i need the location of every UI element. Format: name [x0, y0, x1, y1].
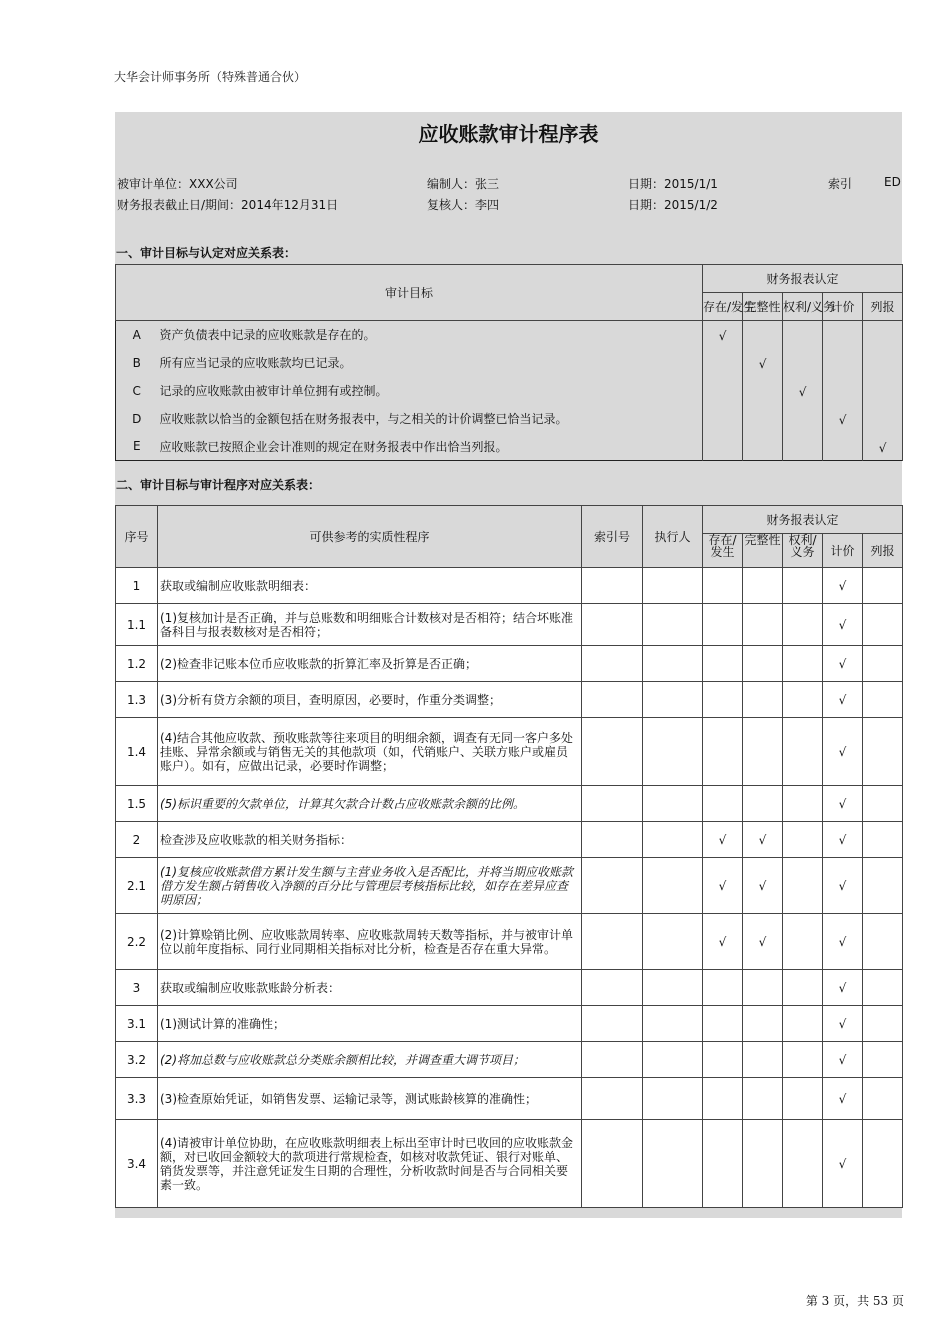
procedure-check: [863, 646, 903, 682]
procedure-check: [863, 970, 903, 1006]
procedure-check: [703, 568, 743, 604]
procedure-check: √: [703, 914, 743, 970]
procedure-index-cell[interactable]: [582, 1120, 643, 1208]
procedure-no: 2.1: [116, 858, 158, 914]
procedure-check: √: [823, 718, 863, 786]
procedure-check: [743, 718, 783, 786]
col-executor-header: 执行人: [643, 506, 703, 568]
procedure-no: 3: [116, 970, 158, 1006]
procedure-executor-cell[interactable]: [643, 718, 703, 786]
procedure-executor-cell[interactable]: [643, 858, 703, 914]
procedure-check: [703, 1006, 743, 1042]
procedure-executor-cell[interactable]: [643, 682, 703, 718]
procedure-no: 1.3: [116, 682, 158, 718]
procedure-executor-cell[interactable]: [643, 786, 703, 822]
assert-header-2: 财务报表认定: [703, 506, 903, 534]
assert-header: 财务报表认定: [703, 265, 903, 293]
procedure-check: [703, 970, 743, 1006]
procedure-check: √: [823, 1078, 863, 1120]
objective-check: [863, 321, 903, 349]
assert-col-rights: 权利/义务: [783, 293, 823, 321]
objective-id: E: [132, 439, 141, 454]
procedure-no: 1: [116, 568, 158, 604]
procedure-check: √: [823, 858, 863, 914]
procedure-check: √: [823, 1120, 863, 1208]
procedure-index-cell[interactable]: [582, 822, 643, 858]
procedure-check: √: [823, 646, 863, 682]
procedure-executor-cell[interactable]: [643, 822, 703, 858]
objective-check: [823, 349, 863, 377]
procedure-index-cell[interactable]: [582, 568, 643, 604]
procedure-check: [703, 682, 743, 718]
objective-check: [783, 349, 823, 377]
objective-check: [703, 349, 743, 377]
procedure-text: (4)结合其他应收款、预收账款等往来项目的明细余额，调查有无同一客户多处挂账、异常余额或与销售无关的其他款项（如，代销账户、关联方账户或雇员账户）。如有，应做出记录，必要时作调整；: [158, 718, 582, 786]
procedure-check: [863, 568, 903, 604]
procedure-check: √: [703, 858, 743, 914]
procedure-check: [783, 970, 823, 1006]
procedure-executor-cell[interactable]: [643, 1078, 703, 1120]
procedure-no: 1.1: [116, 604, 158, 646]
col-no-header: 序号: [116, 506, 158, 568]
procedure-row: [116, 970, 903, 1006]
procedure-row: [116, 1120, 903, 1208]
objective-check: [783, 321, 823, 349]
procedure-check: √: [823, 1042, 863, 1078]
assert2-col-exist: 存在/发生: [703, 534, 743, 568]
objective-row: [116, 349, 903, 377]
procedure-index-cell[interactable]: [582, 1078, 643, 1120]
objective-check: [703, 433, 743, 461]
procedure-check: [783, 786, 823, 822]
objective-check: [743, 321, 783, 349]
objective-check: [823, 433, 863, 461]
procedure-index-cell[interactable]: [582, 786, 643, 822]
prepare-date: 日期：2015/1/1: [628, 177, 718, 191]
procedure-text: (1)复核加计是否正确，并与总账数和明细账合计数核对是否相符；结合坏账准备科目与报表数核对是否相符；: [158, 604, 582, 646]
procedure-index-cell[interactable]: [582, 1006, 643, 1042]
procedure-check: [863, 604, 903, 646]
objective-id: C: [132, 383, 141, 398]
procedure-executor-cell[interactable]: [643, 646, 703, 682]
procedure-check: [783, 682, 823, 718]
firm-name: 大华会计师事务所（特殊普通合伙）: [114, 70, 307, 84]
procedure-text: (1)复核应收账款借方累计发生额与主营业务收入是否配比，并将当期应收账款借方发生额占销售收入净额的百分比与管理层考核指标比较，如存在差异应查明原因；: [158, 858, 582, 914]
procedure-index-cell[interactable]: [582, 682, 643, 718]
procedure-check: [743, 1078, 783, 1120]
procedure-executor-cell[interactable]: [643, 604, 703, 646]
procedure-check: [783, 822, 823, 858]
procedure-text: (1)测试计算的准确性；: [158, 1006, 582, 1042]
reviewer: 复核人：李四: [427, 198, 500, 212]
procedure-no: 3.1: [116, 1006, 158, 1042]
procedure-check: [863, 682, 903, 718]
procedure-executor-cell[interactable]: [643, 914, 703, 970]
preparer: 编制人：张三: [427, 177, 500, 191]
objective-assertion-table: [115, 264, 903, 461]
procedure-row: [116, 1042, 903, 1078]
procedure-row: [116, 604, 903, 646]
procedure-executor-cell[interactable]: [643, 1006, 703, 1042]
procedure-text: (3)分析有贷方余额的项目，查明原因，必要时，作重分类调整；: [158, 682, 582, 718]
objective-check: [863, 349, 903, 377]
procedure-no: 2: [116, 822, 158, 858]
procedure-row: [116, 718, 903, 786]
procedure-check: √: [823, 568, 863, 604]
objective-text: 记录的应收账款由被审计单位拥有或控制。: [159, 384, 388, 398]
procedure-no: 1.5: [116, 786, 158, 822]
procedure-check: [743, 1042, 783, 1078]
procedure-row: [116, 1078, 903, 1120]
index-label: 索引: [828, 177, 853, 191]
objective-check: √: [863, 433, 903, 461]
procedure-check: [783, 646, 823, 682]
col-index-header: 索引号: [582, 506, 643, 568]
procedure-check: [703, 786, 743, 822]
objective-text: 应收账款已按照企业会计准则的规定在财务报表中作出恰当列报。: [159, 439, 508, 454]
procedure-text: 获取或编制应收账款明细表：: [158, 568, 582, 604]
procedure-no: 3.4: [116, 1120, 158, 1208]
objective-text: 所有应当记录的应收账款均已记录。: [159, 356, 352, 370]
procedure-check: [743, 646, 783, 682]
objective-check: [823, 321, 863, 349]
procedure-no: 3.3: [116, 1078, 158, 1120]
objective-check: [703, 405, 743, 433]
procedure-check: [783, 604, 823, 646]
procedure-check: [743, 1006, 783, 1042]
procedure-index-cell[interactable]: [582, 646, 643, 682]
assert-col-valuation: 计价: [823, 293, 863, 321]
objective-check: [823, 377, 863, 405]
assert2-col-presentation: 列报: [863, 534, 903, 568]
procedure-row: [116, 568, 903, 604]
page-title: 应收账款审计程序表: [418, 122, 599, 146]
objective-check: √: [743, 349, 783, 377]
col-procedure-header: 可供参考的实质性程序: [158, 506, 582, 568]
procedure-check: [743, 604, 783, 646]
procedure-check: [743, 1120, 783, 1208]
procedure-check: √: [743, 822, 783, 858]
procedure-check: [703, 718, 743, 786]
procedure-check: [743, 786, 783, 822]
procedure-no: 1.2: [116, 646, 158, 682]
procedure-index-cell[interactable]: [582, 718, 643, 786]
procedure-text: (5)标识重要的欠款单位，计算其欠款合计数占应收账款余额的比例。: [158, 786, 582, 822]
procedure-check: [863, 822, 903, 858]
objective-check: [743, 405, 783, 433]
procedure-check: √: [743, 914, 783, 970]
procedure-row: [116, 646, 903, 682]
assert-col-exist: 存在/发生: [703, 293, 743, 321]
procedure-row: [116, 786, 903, 822]
procedure-text: (3)检查原始凭证，如销售发票、运输记录等，测试账龄核算的准确性；: [158, 1078, 582, 1120]
procedure-check: [863, 1042, 903, 1078]
procedure-check: [703, 1078, 743, 1120]
objective-id: D: [132, 411, 142, 426]
procedure-executor-cell[interactable]: [643, 970, 703, 1006]
procedure-check: [783, 1120, 823, 1208]
procedure-check: [783, 568, 823, 604]
procedure-executor-cell[interactable]: [643, 1120, 703, 1208]
procedure-check: [863, 1006, 903, 1042]
objective-text: 资产负债表中记录的应收账款是存在的。: [159, 328, 376, 343]
procedure-check: √: [823, 970, 863, 1006]
procedure-text: 获取或编制应收账款账龄分析表：: [158, 970, 582, 1006]
client-name: 被审计单位：XXX公司: [117, 177, 238, 191]
procedure-check: √: [823, 604, 863, 646]
objective-check: [783, 433, 823, 461]
objective-check: [783, 405, 823, 433]
procedure-text: 检查涉及应收账款的相关财务指标：: [158, 822, 582, 858]
procedure-check: √: [823, 682, 863, 718]
objective-row: [116, 405, 903, 433]
procedure-no: 1.4: [116, 718, 158, 786]
procedure-executor-cell[interactable]: [643, 1042, 703, 1078]
procedure-text: (2)将加总数与应收账款总分类账余额相比较，并调查重大调节项目；: [158, 1042, 582, 1078]
procedure-check: [743, 682, 783, 718]
procedure-check: [863, 1120, 903, 1208]
procedure-no: 3.2: [116, 1042, 158, 1078]
assert2-col-complete: 完整性: [743, 534, 783, 568]
procedure-check: [783, 718, 823, 786]
procedure-row: [116, 822, 903, 858]
procedure-check: [703, 1042, 743, 1078]
objective-check: [743, 377, 783, 405]
procedure-row: [116, 682, 903, 718]
section2-title: 二、审计目标与审计程序对应关系表：: [116, 478, 321, 492]
objective-text: 应收账款以恰当的金额包括在财务报表中，与之相关的计价调整已恰当记录。: [159, 412, 568, 426]
procedure-check: √: [823, 914, 863, 970]
assert2-col-rights: 权利/义务: [783, 534, 823, 568]
procedure-check: [783, 914, 823, 970]
page-footer: 第 3 页，共 53 页: [805, 1294, 904, 1308]
review-date: 日期：2015/1/2: [628, 198, 718, 212]
procedure-check: [783, 858, 823, 914]
objective-check: √: [823, 405, 863, 433]
assert-col-presentation: 列报: [863, 293, 903, 321]
procedure-check: [863, 718, 903, 786]
procedure-check: [863, 1078, 903, 1120]
procedure-check: [743, 568, 783, 604]
procedure-check: [783, 1078, 823, 1120]
procedure-index-cell[interactable]: [582, 858, 643, 914]
procedure-check: √: [823, 786, 863, 822]
procedure-check: [743, 970, 783, 1006]
procedure-index-cell[interactable]: [582, 1042, 643, 1078]
procedure-check: √: [823, 1006, 863, 1042]
objective-check: [703, 377, 743, 405]
objective-row: [116, 321, 903, 349]
objective-row: [116, 433, 903, 461]
procedure-check: [703, 604, 743, 646]
procedure-check: √: [823, 822, 863, 858]
procedure-row: [116, 914, 903, 970]
procedure-row: [116, 858, 903, 914]
procedure-index-cell[interactable]: [582, 970, 643, 1006]
objective-check: [743, 433, 783, 461]
section1-title: 一、审计目标与认定对应关系表：: [116, 246, 297, 260]
procedure-executor-cell[interactable]: [643, 568, 703, 604]
procedure-check: [783, 1042, 823, 1078]
procedure-index-cell[interactable]: [582, 604, 643, 646]
goal-header: 审计目标: [116, 265, 703, 321]
objective-check: √: [703, 321, 743, 349]
report-period: 财务报表截止日/期间：2014年12月31日: [117, 198, 339, 212]
objective-check: [863, 405, 903, 433]
procedure-text: (2)计算赊销比例、应收账款周转率、应收账款周转天数等指标，并与被审计单位以前年度指标、同行业同期相关指标对比分析，检查是否存在重大异常。: [158, 914, 582, 970]
procedure-check: √: [743, 858, 783, 914]
procedure-index-cell[interactable]: [582, 914, 643, 970]
procedure-row: [116, 1006, 903, 1042]
objective-check: √: [783, 377, 823, 405]
procedure-check: [703, 1120, 743, 1208]
assert2-col-valuation: 计价: [823, 534, 863, 568]
procedure-check: [863, 914, 903, 970]
procedure-text: (2)检查非记账本位币应收账款的折算汇率及折算是否正确；: [158, 646, 582, 682]
procedure-check: [863, 786, 903, 822]
procedure-check: √: [703, 822, 743, 858]
objective-row: [116, 377, 903, 405]
procedure-no: 2.2: [116, 914, 158, 970]
procedure-text: (4)请被审计单位协助，在应收账款明细表上标出至审计时已收回的应收账款金额，对已收回金额较大的款项进行常规检查，如核对收款凭证、银行对账单、销货发票等，并注意凭证发生日期的合理性，分析收款时间是否与合同相关要素一致。: [158, 1120, 582, 1208]
index-value: ED: [884, 175, 901, 189]
procedure-check: [863, 858, 903, 914]
procedure-check: [703, 646, 743, 682]
objective-id: A: [132, 327, 141, 342]
procedure-check: [783, 1006, 823, 1042]
objective-id: B: [132, 355, 141, 370]
assert-col-complete: 完整性: [743, 293, 783, 321]
objective-check: [863, 377, 903, 405]
procedure-table: [115, 505, 903, 1208]
